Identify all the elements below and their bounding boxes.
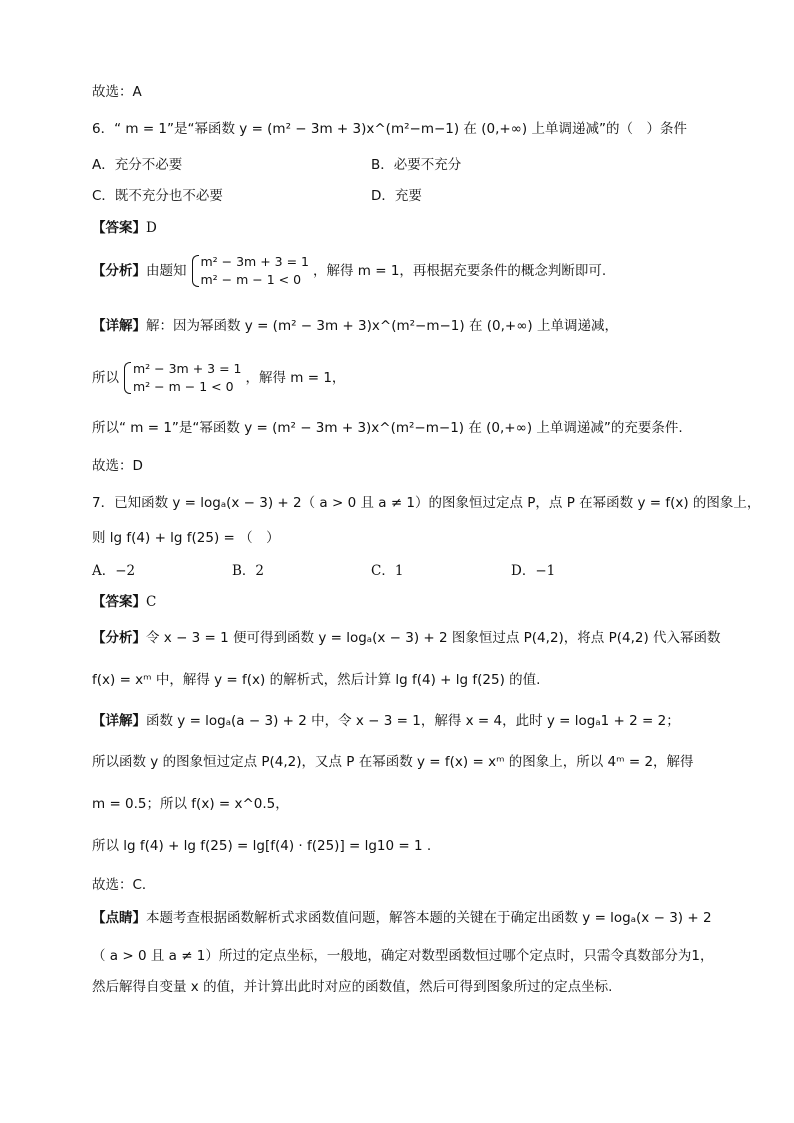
q6-option-a: A．充分不必要 <box>92 157 183 173</box>
q7-answer-value: C <box>146 594 157 610</box>
q6-selection: 故选：D <box>92 458 143 474</box>
q6-answer <box>92 218 157 238</box>
q7-stem-1: 7．已知函数 y = logₐ(x − 3) + 2（ a > 0 且 a ≠ 1）的图象恒过定点 P，点 P 在幂函数 y = f(x) 的图象上， <box>92 495 761 511</box>
equation-system: m² − 3m + 3 = 1 m² − m − 1 < 0 <box>191 253 309 289</box>
q7-comment-2: （ a > 0 且 a ≠ 1）所过的定点坐标，一般地，确定对数型函数恒过哪个定点时，只需令真数部分为1， <box>92 948 714 964</box>
q6-option-b: B．必要不充分 <box>371 157 462 173</box>
answer-tag: 【答案】 <box>92 220 146 236</box>
q6-detail-1: 【详解】解：因为幂函数 y = (m² − 3m + 3)x^(m²−m−1) 在 (0,+∞) 上单调递减， <box>92 318 618 334</box>
detail-tag: 【详解】 <box>92 713 146 729</box>
q7-analysis-1: 【分析】令 x − 3 = 1 便可得到函数 y = logₐ(x − 3) + 2 图象恒过点 P(4,2)，将点 P(4,2) 代入幂函数 <box>92 630 721 646</box>
q6-option-d: D．充要 <box>371 188 422 204</box>
q6-analysis: 【分析】由题知 m² − 3m + 3 = 1 m² − m − 1 < 0 ，解得 m = 1，再根据充要条件的概念判断即可. <box>92 254 607 287</box>
detail-tag: 【详解】 <box>92 318 146 334</box>
q7-analysis-2: f(x) = xᵐ 中，解得 y = f(x) 的解析式，然后计算 lg f(4) + lg f(25) 的值. <box>92 672 541 688</box>
equation-system: m² − 3m + 3 = 1 m² − m − 1 < 0 <box>123 360 241 396</box>
q7-detail-3: m = 0.5；所以 f(x) = x^0.5， <box>92 796 289 812</box>
q6-stem: 6．“ m = 1”是“幂函数 y = (m² − 3m + 3)x^(m²−m−1) 在 (0,+∞) 上单调递减”的（ ）条件 <box>92 121 687 137</box>
q7-option-c: C．1 <box>371 563 404 579</box>
q5-selection: 故选：A <box>92 84 142 100</box>
q7-detail-2: 所以函数 y 的图象恒过定点 P(4,2)，又点 P 在幂函数 y = f(x) = xᵐ 的图象上，所以 4ᵐ = 2，解得 <box>92 754 694 770</box>
q7-option-a: A．−2 <box>92 563 136 579</box>
q7-detail-4: 所以 lg f(4) + lg f(25) = lg[f(4) · f(25)] = lg10 = 1 . <box>92 838 432 854</box>
q7-comment-3: 然后解得自变量 x 的值，并计算出此时对应的函数值，然后可得到图象所过的定点坐标. <box>92 979 613 995</box>
q7-option-d: D．−1 <box>511 563 556 579</box>
q7-comment-1: 【点睛】本题考查根据函数解析式求函数值问题，解答本题的关键在于确定出函数 y = logₐ(x − 3) + 2 <box>92 910 712 926</box>
q6-answer-value: D <box>146 220 157 236</box>
analysis-tag: 【分析】 <box>92 263 146 279</box>
q6-detail-3: 所以“ m = 1”是“幂函数 y = (m² − 3m + 3)x^(m²−m−1) 在 (0,+∞) 上单调递减”的充要条件. <box>92 420 683 436</box>
q7-selection: 故选：C． <box>92 877 156 893</box>
q7-detail-1: 【详解】函数 y = logₐ(a − 3) + 2 中，令 x − 3 = 1，解得 x = 4，此时 y = logₐ1 + 2 = 2； <box>92 713 680 729</box>
q7-answer <box>92 592 156 612</box>
q7-option-b: B．2 <box>232 563 265 579</box>
q6-option-c: C．既不充分也不必要 <box>92 188 223 204</box>
analysis-tag: 【分析】 <box>92 630 146 646</box>
answer-tag: 【答案】 <box>92 594 146 610</box>
comment-tag: 【点睛】 <box>92 910 146 926</box>
q7-stem-2: 则 lg f(4) + lg f(25) = （ ） <box>92 530 280 546</box>
q6-detail-2: 所以 m² − 3m + 3 = 1 m² − m − 1 < 0 ，解得 m = 1， <box>92 361 346 394</box>
